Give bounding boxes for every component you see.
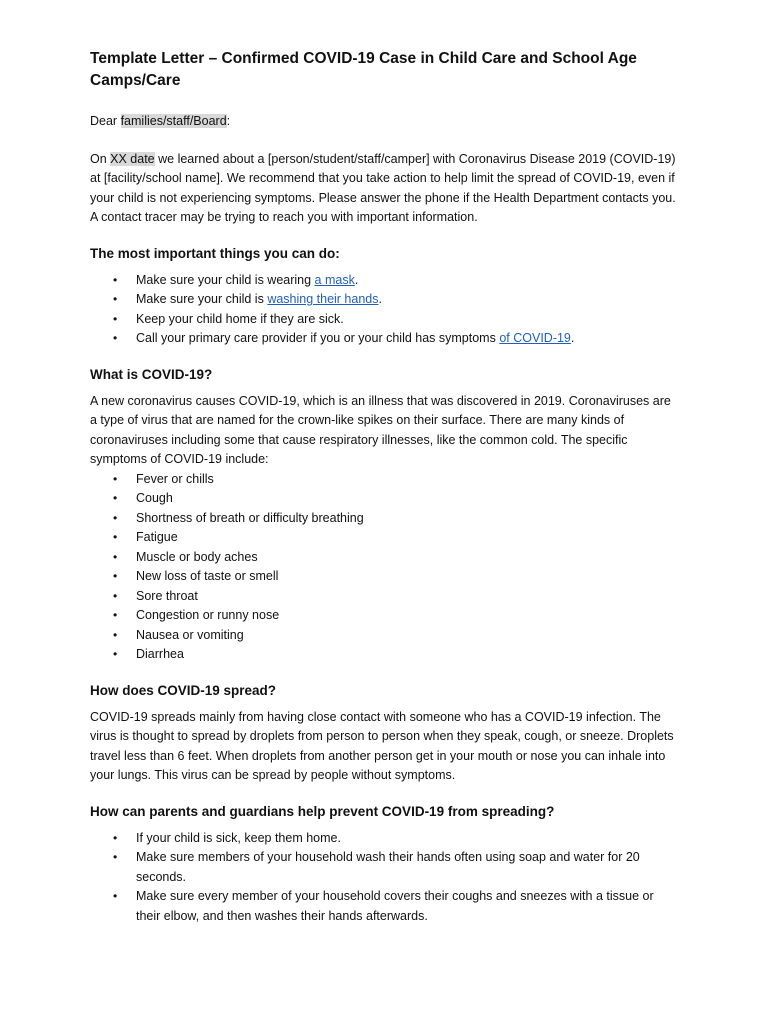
bullet: • bbox=[113, 510, 118, 525]
list-item: • Make sure every member of your household covers their coughs and sneezes with a tissue or their elbow, and then washes their hands afterwards. bbox=[113, 889, 654, 923]
washing-hands-link[interactable]: washing their hands bbox=[267, 292, 379, 306]
list-item: • Sore throat bbox=[90, 587, 678, 607]
bullet: • bbox=[113, 647, 118, 661]
bullet: • bbox=[113, 471, 118, 486]
bullet: • bbox=[113, 331, 118, 345]
intro-date-placeholder: XX date bbox=[110, 151, 155, 166]
covid-symptoms-link[interactable]: of COVID-19 bbox=[499, 331, 571, 345]
bullet: • bbox=[113, 627, 118, 642]
bullet: • bbox=[113, 272, 118, 287]
list-item: • Shortness of breath or difficulty breathing bbox=[90, 509, 678, 529]
list-item: • Make sure your child is wearing a mask. bbox=[90, 271, 678, 291]
bullet: • bbox=[113, 569, 118, 583]
intro-prefix: On bbox=[90, 151, 111, 166]
important-list bbox=[90, 271, 678, 349]
intro-rest: we learned about a [person/student/staff/camper] with Coronavirus Disease 2019 (COVID-19) at [facility/school name]. We recommend that you take action to help limit the spread of COVID-19, even if your child is not experiencing symptoms. Please answer the phone if the Health Department contacts you. A contact tracer may be trying to reach you with important information. bbox=[90, 151, 676, 224]
prevent-list bbox=[90, 829, 678, 927]
bullet: • bbox=[113, 830, 118, 845]
bullet: • bbox=[113, 850, 118, 864]
spread-paragraph: COVID-19 spreads mainly from having close contact with someone who has a COVID-19 infection. The virus is thought to spread by droplets from person to person when they speak, cough, or sneeze. Droplets travel less than 6 feet. When droplets from another person get in your mouth or nose you can inhale into your lungs. This virus can be spread by people without symptoms. bbox=[90, 709, 674, 782]
list-item: • New loss of taste or smell bbox=[90, 567, 678, 587]
list-item: • Congestion or runny nose bbox=[90, 606, 678, 626]
bullet: • bbox=[113, 292, 118, 306]
list-item: • Call your primary care provider if you or your child has symptoms of COVID-19. bbox=[90, 329, 678, 349]
important-heading: The most important things you can do: bbox=[90, 245, 340, 261]
intro-paragraph bbox=[90, 150, 678, 228]
bullet: • bbox=[113, 491, 118, 505]
what-is-paragraph: A new coronavirus causes COVID-19, which is an illness that was discovered in 2019. Coronaviruses are a type of virus that are named for the crown-like spikes on their surface. There are many kinds of coronaviruses including some that cause respiratory illnesses, like the common cold. The specific symptoms of COVID-19 include: bbox=[90, 393, 671, 466]
spread-heading: How does COVID-19 spread? bbox=[90, 682, 277, 698]
bullet: • bbox=[113, 549, 118, 564]
list-item: • Muscle or body aches bbox=[90, 548, 678, 568]
prevent-heading: How can parents and guardians help prevent COVID-19 from spreading? bbox=[90, 803, 555, 819]
bullet: • bbox=[113, 588, 118, 603]
list-item: • Nausea or vomiting bbox=[90, 626, 678, 646]
list-item: • Fever or chills bbox=[90, 470, 678, 490]
bullet: • bbox=[113, 608, 118, 622]
what-is-heading: What is COVID-19? bbox=[90, 366, 213, 382]
symptoms-list bbox=[90, 470, 678, 665]
list-item: • Make sure members of your household wash their hands often using soap and water for 20 seconds. bbox=[113, 850, 640, 884]
salutation-suffix: : bbox=[226, 114, 231, 128]
list-item: • Make sure your child is washing their hands. bbox=[90, 290, 678, 310]
salutation bbox=[90, 112, 678, 132]
mask-link[interactable]: a mask bbox=[314, 272, 355, 287]
letter-title: Template Letter – Confirmed COVID-19 Case in Child Care and School Age Camps/Care bbox=[90, 50, 637, 89]
bullet: • bbox=[113, 530, 118, 544]
list-item: • Diarrhea bbox=[90, 645, 678, 665]
salutation-prefix: Dear bbox=[90, 114, 121, 128]
list-item: • Keep your child home if they are sick. bbox=[90, 310, 678, 330]
list-item: • Fatigue bbox=[90, 528, 678, 548]
bullet: • bbox=[113, 889, 118, 903]
list-item: • If your child is sick, keep them home. bbox=[90, 829, 678, 849]
salutation-recipients: families/staff/Board bbox=[120, 114, 227, 128]
list-item: • Cough bbox=[90, 489, 678, 509]
bullet: • bbox=[113, 311, 118, 326]
